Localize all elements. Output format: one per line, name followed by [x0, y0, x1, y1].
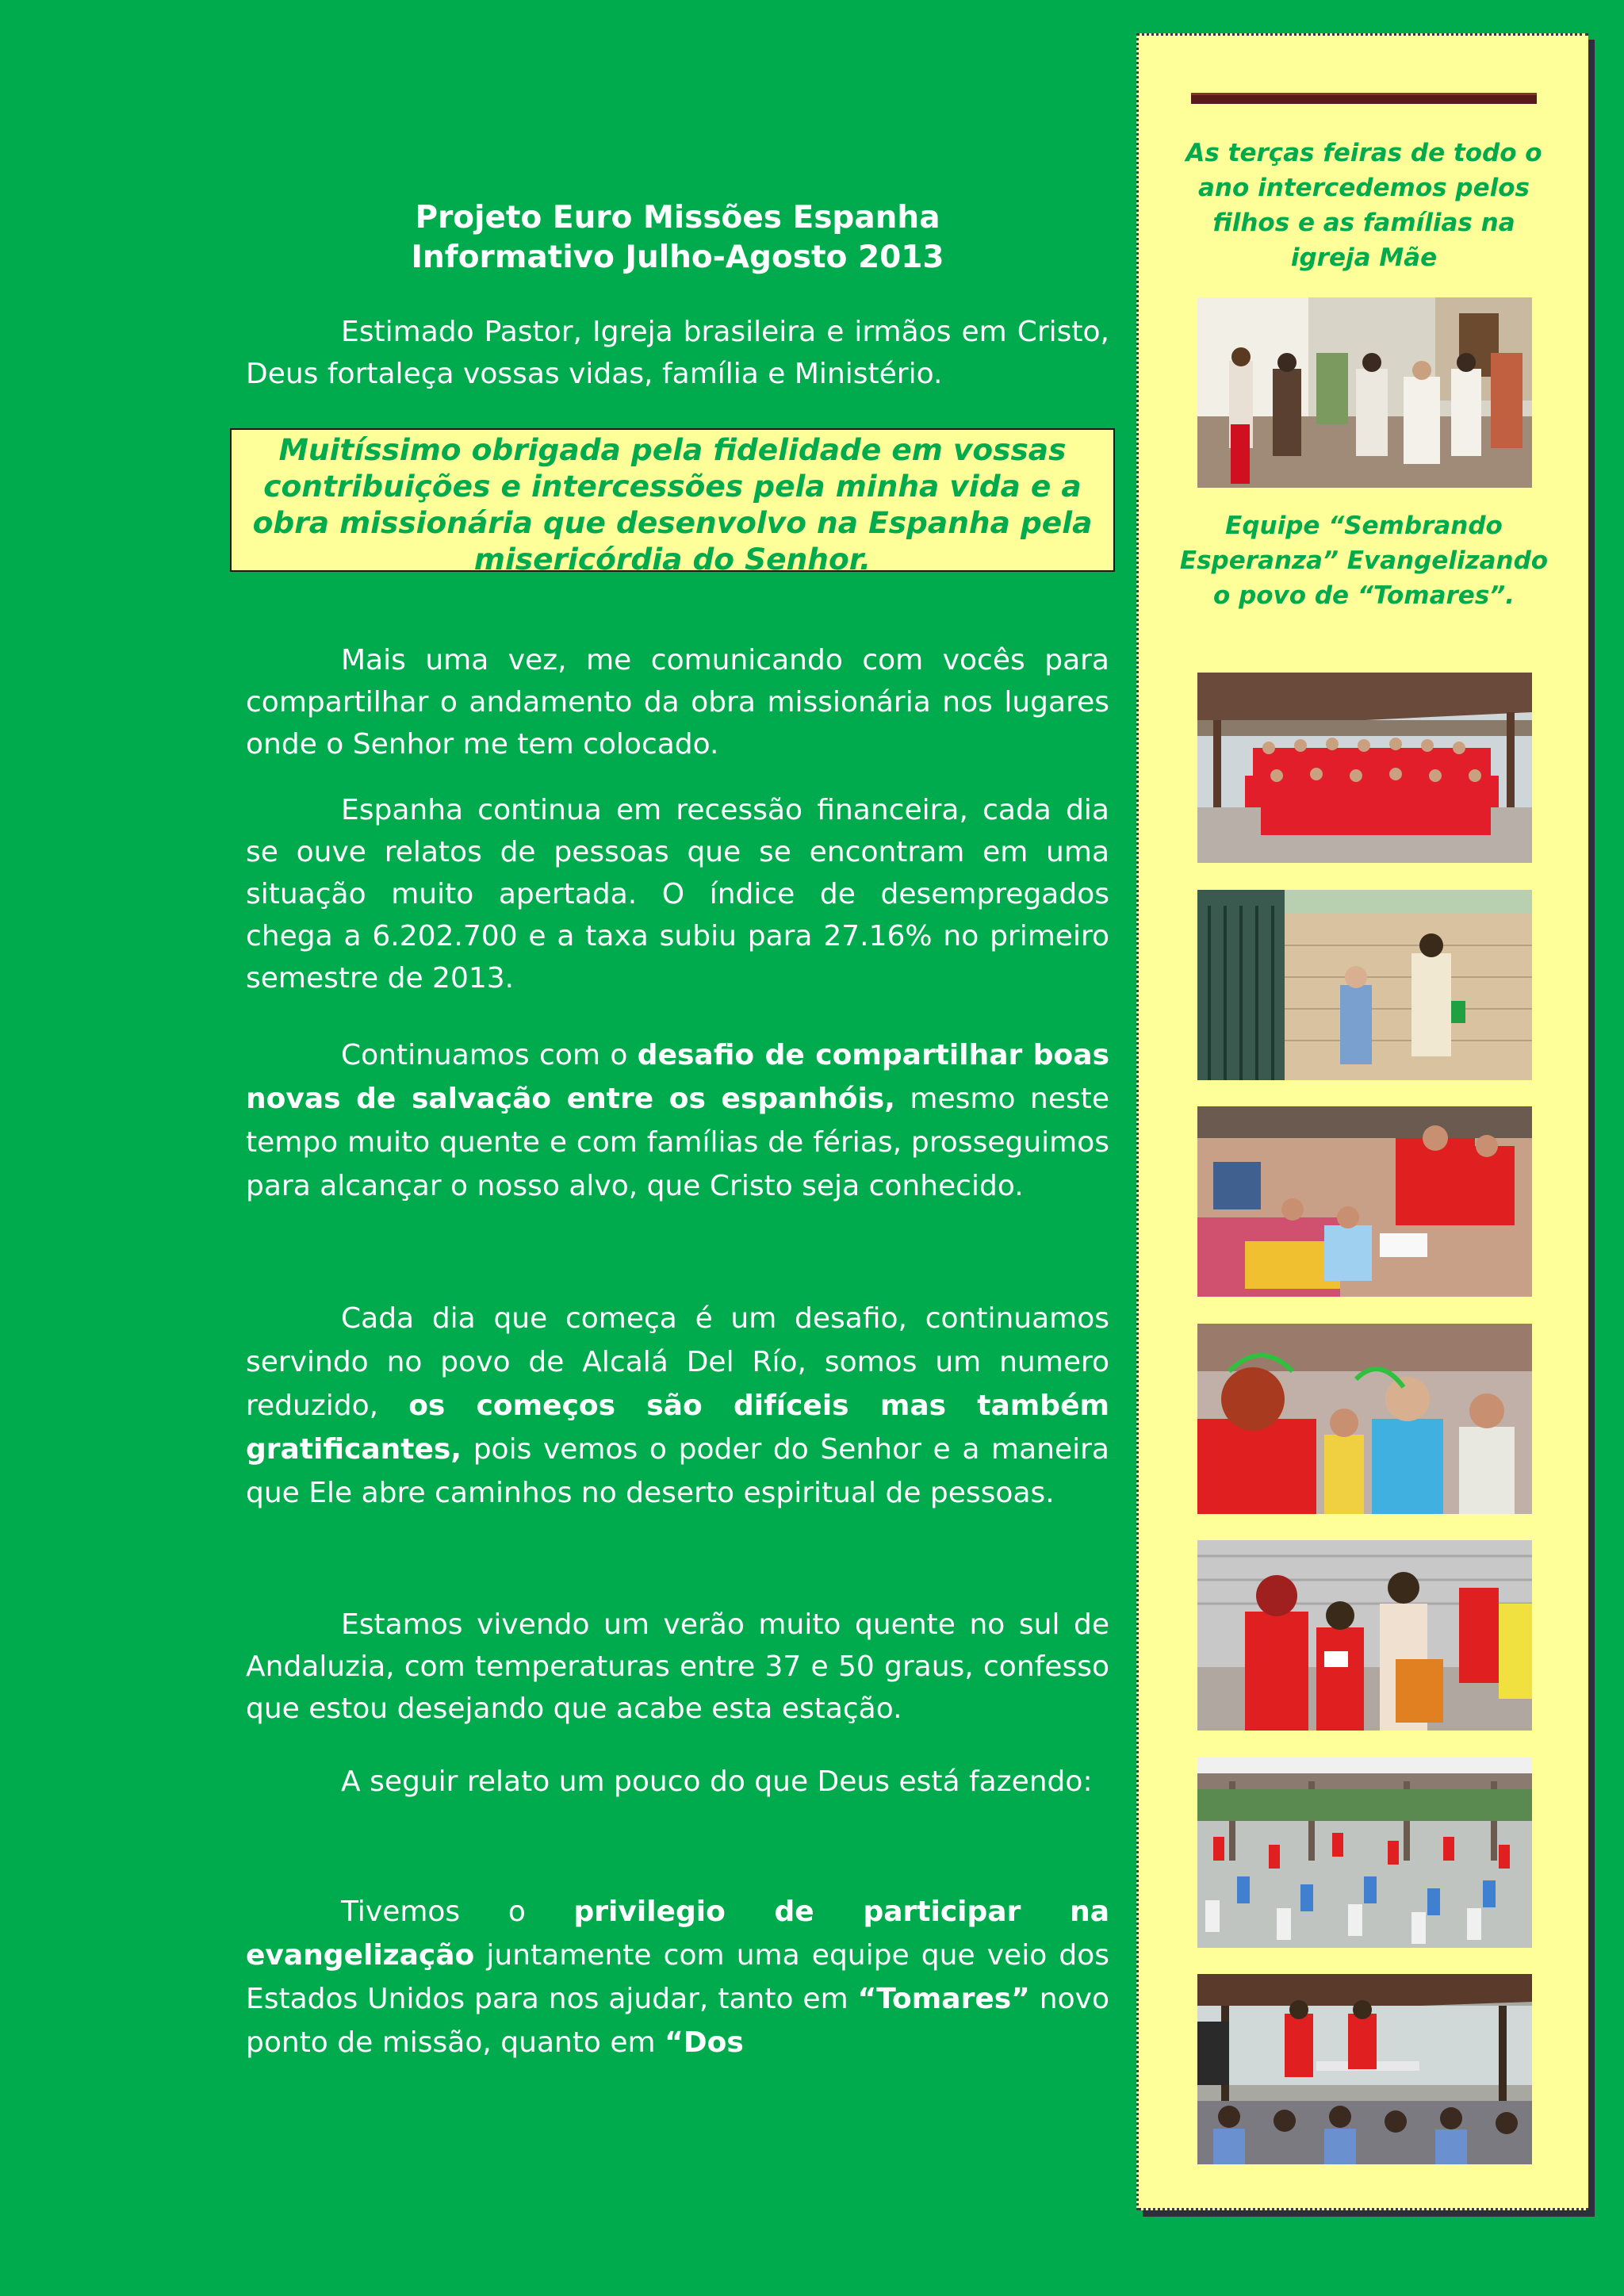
title-line-1: Projeto Euro Missões Espanha [415, 200, 940, 236]
photo-outdoor-stage [1197, 1974, 1532, 2164]
paragraph-4 [246, 1297, 1109, 1515]
photo-kids-balloons [1197, 1324, 1532, 1514]
paragraph-3-end: mesmo neste tempo muito quente e com famílias de férias, prosseguimos para alcançar o nosso alvo, que Cristo seja conhecido. [246, 1083, 1109, 1202]
thanks-highlight-box: Muitíssimo obrigada pela fidelidade em vossas contribuições e intercessões pela minha vida e a obra missionária que desenvolvo na Espanha pela misericórdia do Senhor. [230, 428, 1115, 572]
paragraph-1: Mais uma vez, me comunicando com vocês para compartilhar o andamento da obra missionária nos lugares onde o Senhor me tem colocado. [246, 644, 1109, 761]
paragraph-7-bold-3: “Dos [665, 2026, 744, 2059]
paragraph-7-middle: juntamente com uma equipe que veio dos Estados Unidos para nos ajudar, tanto em [246, 1939, 1109, 2015]
document-title [246, 198, 1109, 278]
photo-kids-reading [1197, 1540, 1532, 1731]
photo-dancing-crowd [1197, 1757, 1532, 1948]
sidebar-caption-team: Equipe “Sembrando Esperanza” Evangelizando o povo de “Tomares”. [1179, 512, 1549, 610]
title-line-2: Informativo Julho-Agosto 2013 [411, 240, 944, 275]
paragraph-4-start: Cada dia que começa é um desafio, continuamos servindo no povo de Alcalá Del Río, somos um numero reduzido, [246, 1302, 1109, 1422]
paragraph-7 [246, 1890, 1109, 2064]
photo-children-crafts [1197, 1106, 1532, 1297]
paragraph-7-middle-2: novo ponto de missão, quanto em [246, 1983, 1109, 2059]
paragraph-3 [246, 1033, 1109, 1208]
paragraph-6: A seguir relato um pouco do que Deus está fazendo: [341, 1765, 1093, 1798]
greeting-paragraph: Estimado Pastor, Igreja brasileira e irmãos em Cristo, Deus fortaleça vossas vidas, família e Ministério. [246, 316, 1109, 390]
paragraph-4-bold: os começos são difíceis mas também gratificantes, [246, 1389, 1109, 1466]
paragraph-3-bold: desafio de compartilhar boas novas de salvação entre os espanhóis, [246, 1039, 1109, 1115]
photo-team-group [1197, 673, 1532, 863]
photo-street-evangelism [1197, 890, 1532, 1080]
paragraph-4-end: pois vemos o poder do Senhor e a maneira que Ele abre caminhos no deserto espiritual de pessoas. [246, 1433, 1109, 1509]
paragraph-2: Espanha continua em recessão financeira, cada dia se ouve relatos de pessoas que se encontram em uma situação muito apertada. O índice de desempregados chega a 6.202.700 e a taxa subiu para 27.16% no primeiro semestre de 2013. [246, 794, 1109, 995]
paragraph-3-start: Continuamos com o [341, 1039, 638, 1071]
sidebar-divider [1191, 93, 1537, 104]
paragraph-5: Estamos vivendo um verão muito quente no sul de Andaluzia, com temperaturas entre 37 e 50 graus, confesso que estou desejando que acabe esta estação. [246, 1608, 1109, 1725]
paragraph-7-bold-2: “Tomares” [857, 1983, 1030, 2015]
paragraph-7-start: Tivemos o [341, 1895, 574, 1928]
sidebar-caption-prayer: As terças feiras de todo o ano intercedemos pelos filhos e as famílias na igreja Mãe [1185, 139, 1542, 272]
paragraph-7-bold-1: privilegio de participar na evangelização [246, 1895, 1109, 1972]
photo-prayer-meeting [1197, 297, 1532, 488]
photo-sidebar [1136, 33, 1588, 2210]
